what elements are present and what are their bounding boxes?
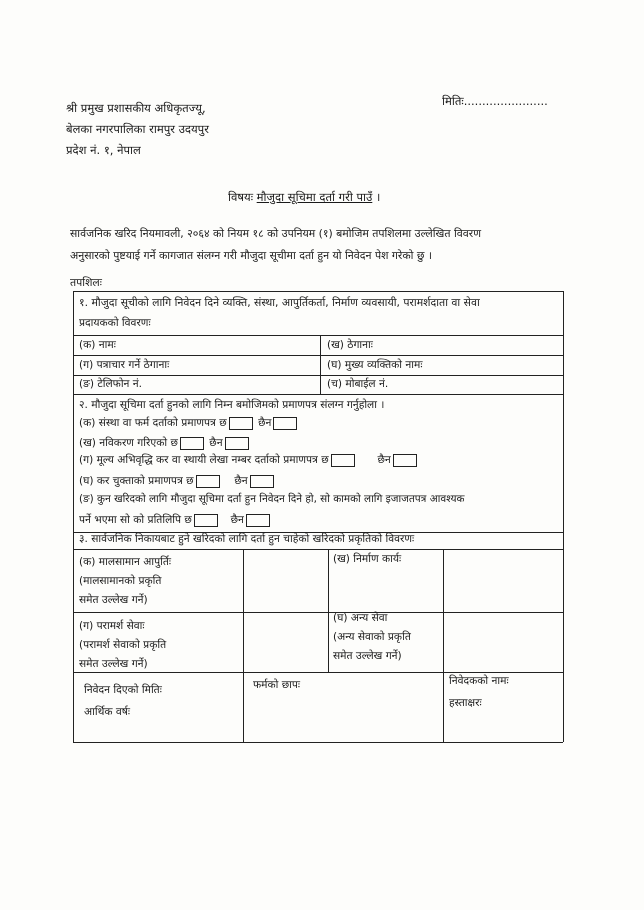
procurement-goods-label: (क) मालसामान आपुर्तिः (मालसामानको प्रकृति समेत उल्लेख गर्ने) [79,556,172,606]
procurement-consulting-input[interactable] [244,613,328,672]
no-label: छैन [209,437,223,449]
yes-label: छ [186,475,194,487]
addressee-line-2: बेलका नगरपालिका रामपुर उदयपुर [66,122,209,136]
cert-vat-pan-label: (ग) मूल्य अभिवृद्धि कर वा स्थायी लेखा नम्बर दर्ताको प्रमाणपत्र [79,454,318,466]
field-mobile[interactable]: (च) मोबाईल नं. [327,378,389,390]
no-checkbox[interactable] [225,437,249,450]
no-label: छैन [230,514,244,526]
field-key-person-name[interactable]: (घ) मुख्य व्यक्तिको नामः [327,359,423,371]
yes-label: छ [170,437,178,449]
procurement-other-services-input[interactable] [444,613,562,672]
applicant-block[interactable] [449,670,509,714]
no-label: छैन [258,417,272,429]
cert-renewal-label: (ख) नविकरण गरिएको [79,437,168,449]
signature-label: हस्ताक्षरः [449,697,482,709]
procurement-consulting-label: (ग) परामर्श सेवाः (परामर्श सेवाको प्रकृति समेत उल्लेख गर्ने) [79,620,167,670]
yes-label: छ [219,417,227,429]
subject-line [228,190,380,205]
section1-heading-line2: प्रदायकको विवरणः [79,317,151,329]
yes-label: छ [321,454,329,466]
yes-checkbox[interactable] [331,454,355,467]
cert-license-line2: पर्ने भएमा सो को प्रतिलिपि [79,514,182,526]
cert-license-row [79,511,272,530]
cert-tax-clearance-label: (घ) कर चुक्ताको प्रमाणपत्र [79,475,183,487]
field-name[interactable]: (क) नामः [79,339,116,351]
field-address[interactable]: (ख) ठेगानाः [327,339,373,351]
section3-heading: ३. सार्वजनिक निकायबाट हुने खरिदको लागि दर्ता हुन चाहेको खरिदको प्रकृतिको विवरणः [79,533,415,545]
date-field: मितिः....................... [442,94,548,108]
field-correspondence-address[interactable]: (ग) पत्राचार गर्ने ठेगानाः [79,359,170,371]
subject-text: मौजुदा सूचिमा दर्ता गरी पाउँ [256,190,373,204]
no-label: छैन [234,475,248,487]
procurement-goods-input[interactable] [244,550,328,612]
application-date-block[interactable] [84,679,162,723]
cert-tax-clearance-row [79,472,276,491]
no-checkbox[interactable] [273,417,297,430]
body-line-1: सार्वजनिक खरिद नियमावली, २०६४ को नियम १८ को उपनियम (१) बमोजिम तपशिलमा उल्लेखित विवरण [70,227,481,240]
no-checkbox[interactable] [250,475,274,488]
no-checkbox[interactable] [246,514,270,527]
procurement-works-label: (ख) निर्माण कार्यः [333,553,402,565]
addressee-line-3: प्रदेश नं. १, नेपाल [66,143,141,157]
section1-heading-line1: १. मौजुदा सूचीको लागि निवेदन दिने व्यक्ति, संस्था, आपुर्तिकर्ता, निर्माण व्यवसायी, परामर्शदाता वा सेवा [79,296,480,309]
addressee-line-1: श्री प्रमुख प्रशासकीय अधिकृतज्यू, [66,101,206,115]
subject-prefix: विषयः [228,190,254,204]
cert-vat-pan-row [79,451,419,470]
yes-checkbox[interactable] [194,514,218,527]
details-label: तपशिलः [70,276,102,289]
cert-registration-label: (क) संस्था वा फर्म दर्ताको प्रमाणपत्र [79,417,216,429]
procurement-works-input[interactable] [444,550,562,612]
cert-registration-row [79,414,299,433]
section2-heading: २. मौजुदा सूचिमा दर्ता हुनको लागि निम्न बमोजिमको प्रमाणपत्र संलग्न गर्नुहोला । [79,399,385,411]
yes-checkbox[interactable] [229,417,253,430]
yes-label: छ [184,514,192,526]
applicant-name-label: निवेदकको नामः [449,675,509,687]
firm-stamp-label[interactable]: फर्मको छापः [253,679,301,691]
subject-suffix: । [375,190,381,204]
yes-checkbox[interactable] [196,475,220,488]
procurement-other-services-label: (घ) अन्य सेवा (अन्य सेवाको प्रकृति समेत उल्लेख गर्ने) [333,612,411,662]
yes-checkbox[interactable] [180,437,204,450]
fiscal-year-label: आर्थिक वर्षः [84,706,130,718]
body-line-2: अनुसारको पुष्टयाई गर्ने कागजात संलग्न गरी मौजुदा सूचीमा दर्ता हुन यो निवेदन पेश गरेको छु । [70,249,432,262]
field-telephone[interactable]: (ङ) टेलिफोन नं. [79,378,143,390]
cert-license-line1: (ङ) कुन खरिदको लागि मौजुदा सूचिमा दर्ता हुन निवेदन दिने हो, सो कामको लागि इजाजतपत्र आवश्यक [79,493,465,505]
application-date-label: निवेदन दिएको मितिः [84,684,162,696]
no-label: छैन [377,454,391,466]
no-checkbox[interactable] [393,454,417,467]
